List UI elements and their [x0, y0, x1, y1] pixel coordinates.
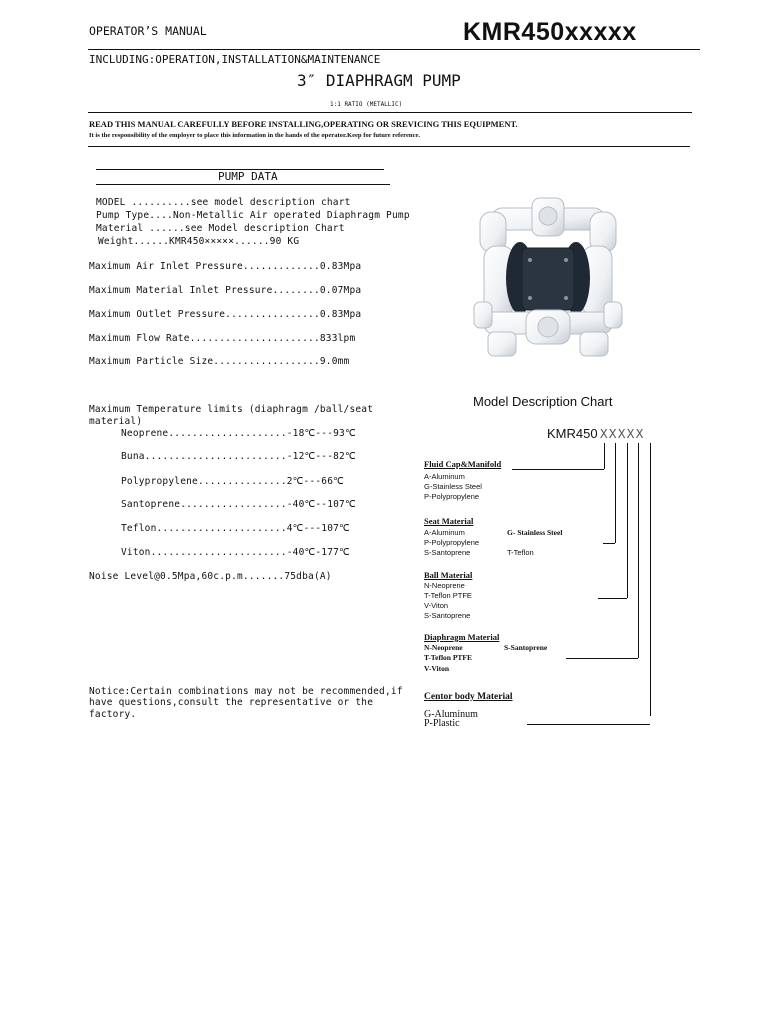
fluid-item-stainless: G-Stainless Steel [424, 482, 482, 491]
pump-illustration [470, 190, 626, 364]
responsibility-note: It is the responsibility of the employer to place this information in the hands of the operator.Keep for future reference. [89, 132, 421, 139]
operators-manual-label: OPERATOR’S MANUAL [89, 24, 207, 38]
chart-model-prefix: KMR450 [547, 426, 598, 441]
connector-1-vertical [604, 443, 605, 469]
seat-item-santoprene: S-Santoprene [424, 548, 471, 557]
seat-material-label: Seat Material [424, 516, 474, 526]
pump-type-line: Pump Type....Non-Metallic Air operated Diaphragm Pump [96, 210, 410, 221]
ball-item-viton: V-Viton [424, 601, 449, 610]
diaphragm-material-label: Diaphragm Material [424, 632, 500, 642]
temp-santoprene: Santoprene..................-40℃--107℃ [121, 499, 356, 510]
notice-line-1: Notice:Certain combinations may not be recommended,if [89, 686, 403, 697]
fluid-item-polypropylene: P-Polypropylene [424, 492, 480, 501]
ball-item-teflon: T-Teflon PTFE [424, 591, 472, 600]
model-code-title: KMR450xxxxx [463, 18, 637, 46]
temp-polypropylene: Polypropylene...............2℃---66℃ [121, 476, 345, 487]
temp-buna: Buna........................-12℃---82℃ [121, 451, 356, 462]
seat-item-teflon: T-Teflon [507, 548, 534, 557]
temp-limits-heading: Maximum Temperature limits (diaphragm /ball/seat [89, 404, 374, 415]
max-particle-size: Maximum Particle Size..................9.0mm [89, 356, 350, 367]
fluid-cap-manifold-label: Fluid Cap&Manifold [424, 459, 502, 469]
pump-photo [470, 190, 626, 364]
chart-title: Model Description Chart [473, 394, 613, 409]
connector-5-horizontal [527, 724, 650, 725]
pump-title: 3″ DIAPHRAGM PUMP [297, 71, 461, 90]
center-item-aluminum: G-Aluminum [424, 709, 478, 720]
chart-model-suffix: XXXXX [600, 426, 645, 441]
max-air-inlet-pressure: Maximum Air Inlet Pressure.............0.83Mpa [89, 261, 362, 272]
connector-1-horizontal [512, 469, 604, 470]
center-body-material-label: Centor body Material [424, 692, 513, 702]
connector-5-vertical [650, 443, 651, 716]
model-line: MODEL ..........see model description chart [96, 197, 351, 208]
connector-2-horizontal [603, 543, 615, 544]
ball-item-neoprene: N-Neoprene [424, 581, 465, 590]
weight-line: Weight......KMR450×××××......90 KG [98, 236, 300, 247]
max-outlet-pressure: Maximum Outlet Pressure................0.83Mpa [89, 309, 362, 320]
notice-line-3: factory. [89, 709, 137, 720]
fluid-item-aluminum: A-Aluminum [424, 472, 465, 481]
notice-line-2: have questions,consult the representative or the [89, 697, 374, 708]
header-rule-bottom [88, 146, 690, 147]
max-flow-rate: Maximum Flow Rate......................833lpm [89, 333, 356, 344]
pump-data-rule-bottom [96, 184, 390, 185]
diaphragm-item-santoprene: S-Santoprene [504, 643, 548, 652]
header-rule-top [88, 49, 700, 50]
connector-3-vertical [627, 443, 628, 598]
noise-level: Noise Level@0.5Mpa,60c.p.m.......75dba(A) [89, 571, 332, 582]
temp-viton: Viton.......................-40℃-177℃ [121, 547, 350, 558]
diaphragm-item-teflon: T-Teflon PTFE [424, 653, 472, 662]
seat-item-polypropylene: P-Polypropylene [424, 538, 480, 547]
ratio-note: 1:1 RATIO (METALLIC) [330, 101, 403, 108]
connector-4-vertical [638, 443, 639, 658]
center-item-plastic: P-Plastic [424, 718, 460, 729]
temp-teflon: Teflon......................4℃---107℃ [121, 523, 350, 534]
max-material-inlet-pressure: Maximum Material Inlet Pressure........0.07Mpa [89, 285, 362, 296]
ball-item-santoprene: S-Santoprene [424, 611, 471, 620]
seat-item-aluminum: A-Aluminum [424, 528, 465, 537]
connector-2-vertical [615, 443, 616, 543]
header-rule-mid [88, 112, 692, 113]
ball-material-label: Ball Material [424, 570, 473, 580]
temp-limits-heading-cont: material) [89, 416, 143, 427]
pump-data-heading: PUMP DATA [218, 170, 278, 183]
including-subtitle: INCLUDING:OPERATION,INSTALLATION&MAINTENANCE [89, 53, 381, 66]
read-warning: READ THIS MANUAL CAREFULLY BEFORE INSTALLING,OPERATING OR SREVICING THIS EQUIPMENT. [89, 119, 518, 129]
seat-item-stainless: G- Stainless Steel [507, 528, 563, 537]
diaphragm-item-neoprene: N-Neoprene [424, 643, 463, 652]
connector-4-horizontal [566, 658, 638, 659]
connector-3-horizontal [598, 598, 627, 599]
material-line: Material ......see Model description Chart [96, 223, 345, 234]
temp-neoprene: Neoprene....................-18℃---93℃ [121, 428, 356, 439]
diaphragm-item-viton: V-Viton [424, 664, 449, 673]
